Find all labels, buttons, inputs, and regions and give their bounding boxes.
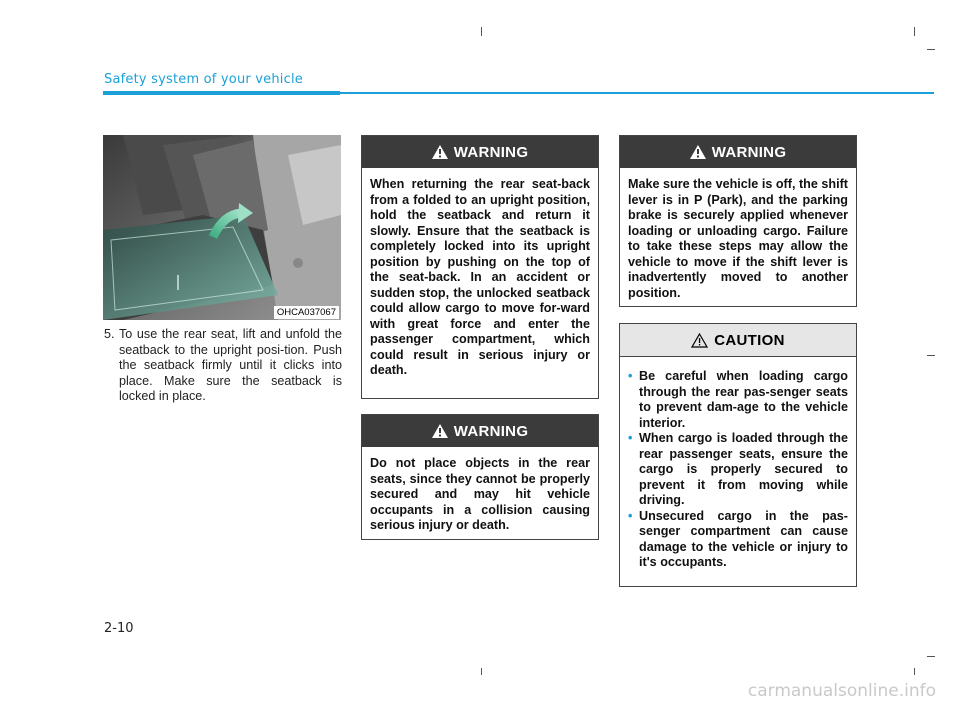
- bullet-icon: •: [628, 431, 633, 445]
- warning-icon: [432, 424, 448, 438]
- warning-text: Do not place objects in the rear seats, since they cannot be properly secured and may hit vehicle occupants in a collision causing serious injury or death.: [370, 456, 590, 532]
- header-rule: [340, 92, 934, 94]
- bullet-icon: •: [628, 508, 633, 523]
- caution-header: [620, 324, 856, 357]
- seat-drawing: [103, 135, 341, 320]
- crop-mark: [481, 27, 482, 36]
- crop-mark: [927, 355, 935, 356]
- step-text: To use the rear seat, lift and unfold the seatback to the upright posi-tion. Push the seatback firmly until it clicks into place. Make sure the seatback is locked in place.: [119, 327, 342, 403]
- crop-mark: [927, 49, 935, 50]
- warning-icon: [690, 145, 706, 159]
- warning-box-park: [619, 135, 857, 307]
- warning-header: [362, 136, 598, 168]
- section-title: Safety system of your vehicle: [104, 72, 303, 87]
- seatback-illustration: [103, 135, 341, 320]
- caution-list: [628, 369, 848, 571]
- warning-header: [620, 136, 856, 168]
- figure-code: OHCA037067: [274, 306, 339, 319]
- crop-mark: [914, 668, 915, 675]
- caution-item: • When cargo is loaded through the rear passenger seats, ensure the cargo is properly secured to prevent it from moving while driving.: [628, 431, 848, 507]
- caution-item: • Unsecured cargo in the pas-senger compartment can cause damage to the vehicle or injury to it's occupants.: [628, 508, 848, 569]
- crop-mark: [914, 27, 915, 36]
- bullet-icon: •: [628, 369, 633, 383]
- warning-title: WARNING: [453, 143, 529, 161]
- warning-title: WARNING: [711, 143, 787, 161]
- instruction-step: [104, 327, 342, 405]
- header-rule-accent: [103, 91, 340, 95]
- warning-icon: [432, 145, 448, 159]
- watermark: carmanualsonline.info: [747, 681, 936, 701]
- warning-title: WARNING: [453, 422, 529, 440]
- warning-text: Make sure the vehicle is off, the shift lever is in P (Park), and the parking brake is securely applied whenever loading or unloading cargo. Failure to take these steps may allow the vehicle to move if the shift lever is inadvertently moved to another position.: [628, 177, 848, 300]
- caution-box: [619, 323, 857, 587]
- warning-header: [362, 415, 598, 447]
- caution-title: CAUTION: [714, 331, 785, 349]
- caution-item: • Be careful when loading cargo through the rear pas-senger seats to prevent dam-age to the vehicle interior.: [628, 369, 848, 430]
- caution-icon: [691, 333, 708, 348]
- crop-mark: [481, 668, 482, 675]
- warning-box-seatback: [361, 135, 599, 399]
- warning-text: When returning the rear seat-back from a folded to an upright position, hold the seatback and return it slowly. Ensure that the seatback is completely locked into its upright position by pushing on the top of the seat-back. In an accident or sudden stop, the unlocked seatback could allow cargo to move for-ward with great force and enter the passenger compartment, which could result in serious injury or death.: [370, 177, 590, 377]
- step-number: 5.: [104, 327, 115, 341]
- page-number: 2-10: [104, 621, 134, 636]
- caution-body: [620, 357, 856, 579]
- warning-box-rear-seats: [361, 414, 599, 540]
- crop-mark: [927, 656, 935, 657]
